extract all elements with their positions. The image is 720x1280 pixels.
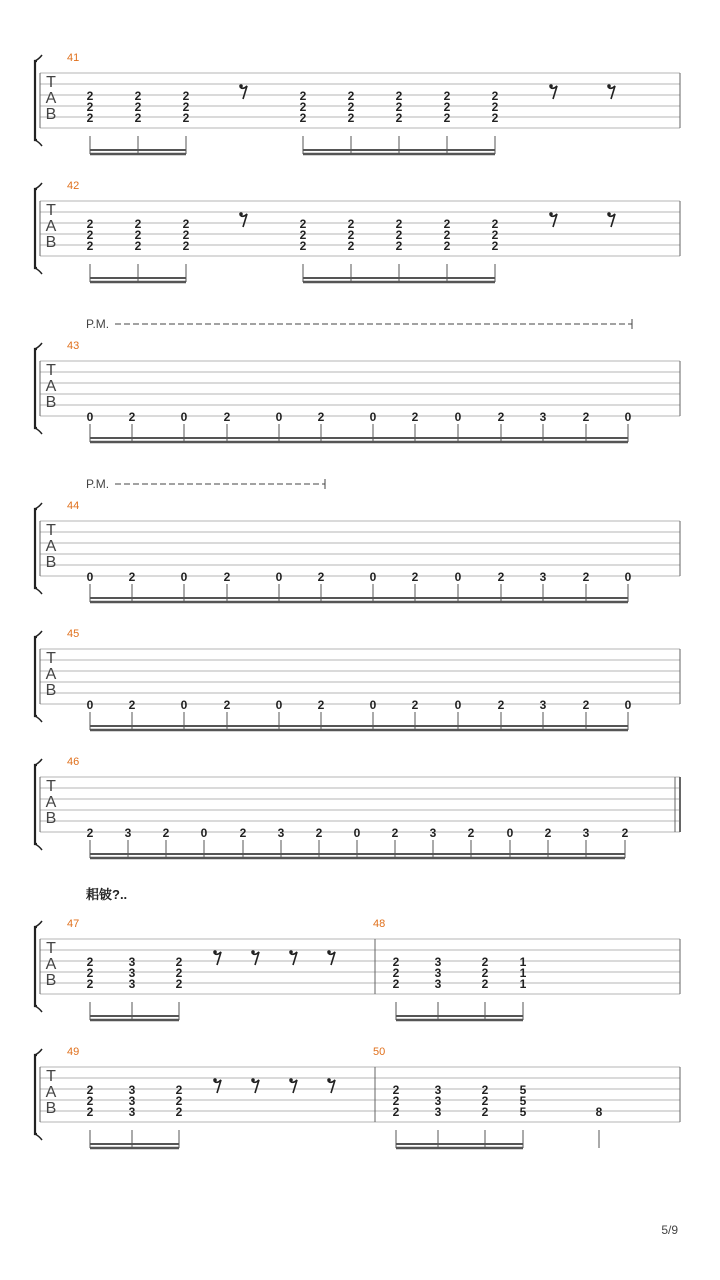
- eighth-rest-dot: [549, 84, 553, 88]
- fret-number: 3: [434, 966, 442, 980]
- measure-number: 43: [67, 340, 80, 352]
- fret-number: 2: [175, 955, 183, 969]
- fret-number: 2: [347, 217, 355, 231]
- page-number: 5/9: [661, 1223, 678, 1237]
- fret-number: 2: [491, 228, 499, 242]
- fret-number: 2: [299, 217, 307, 231]
- fret-number: 0: [86, 570, 94, 584]
- fret-number: 2: [347, 111, 355, 125]
- fret-number: 2: [347, 89, 355, 103]
- bracket-hook-top: [35, 1049, 42, 1055]
- bracket-hook-bottom: [35, 588, 42, 594]
- palm-mute-label: P.M.: [86, 317, 110, 331]
- fret-number: 2: [443, 100, 451, 114]
- fret-number: 3: [124, 826, 132, 840]
- eighth-rest: [608, 214, 615, 227]
- fret-number: 2: [223, 410, 231, 424]
- tab-clef-letter-t: T: [46, 940, 56, 957]
- fret-number: 2: [134, 100, 142, 114]
- fret-number: 2: [182, 239, 190, 253]
- eighth-rest-dot: [289, 1078, 293, 1082]
- system-bracket: [35, 509, 37, 588]
- fret-number: 2: [582, 570, 590, 584]
- fret-number: 0: [86, 410, 94, 424]
- fret-number: 2: [315, 826, 323, 840]
- fret-number: 2: [223, 698, 231, 712]
- eighth-rest-dot: [327, 1078, 331, 1082]
- tab-clef-letter-b: B: [45, 682, 57, 699]
- fret-number: 2: [86, 100, 94, 114]
- fret-number: 2: [134, 89, 142, 103]
- fret-number: 2: [395, 228, 403, 242]
- fret-number: 2: [544, 826, 552, 840]
- section-heading: 耜铍?..: [86, 887, 128, 902]
- measure-number: 42: [67, 180, 80, 192]
- tab-clef-letter-a: A: [45, 90, 57, 107]
- bracket-hook-bottom: [35, 1134, 42, 1140]
- tablature-systems: [35, 52, 680, 1148]
- fret-number: 5: [519, 1083, 527, 1097]
- eighth-rest: [214, 1080, 221, 1093]
- fret-number: 2: [239, 826, 247, 840]
- fret-number: 3: [128, 1105, 136, 1119]
- tab-clef-letter-b: B: [45, 106, 57, 123]
- bracket-hook-bottom: [35, 140, 42, 146]
- eighth-rest: [550, 86, 557, 99]
- fret-number: 2: [347, 228, 355, 242]
- fret-number: 2: [128, 570, 136, 584]
- tab-clef-letter-a: A: [45, 218, 57, 235]
- tab-clef-letter-t: T: [46, 778, 56, 795]
- fret-number: 0: [180, 410, 188, 424]
- eighth-rest-dot: [239, 212, 243, 216]
- fret-number: 2: [182, 111, 190, 125]
- fret-number: 2: [317, 410, 325, 424]
- fret-number: 2: [86, 217, 94, 231]
- eighth-rest-dot: [213, 950, 217, 954]
- fret-number: 3: [128, 1083, 136, 1097]
- fret-number: 2: [86, 1105, 94, 1119]
- fret-number: 0: [506, 826, 514, 840]
- tab-clef-letter-b: B: [45, 554, 57, 571]
- fret-number: 3: [128, 955, 136, 969]
- fret-number: 0: [369, 570, 377, 584]
- fret-number: 3: [434, 977, 442, 991]
- fret-number: 2: [134, 228, 142, 242]
- eighth-rest-dot: [289, 950, 293, 954]
- eighth-rest: [290, 952, 297, 965]
- fret-number: 2: [395, 239, 403, 253]
- fret-number: 1: [519, 977, 527, 991]
- fret-number: 0: [454, 570, 462, 584]
- fret-number: 2: [134, 217, 142, 231]
- fret-number: 2: [86, 89, 94, 103]
- bracket-hook-bottom: [35, 1006, 42, 1012]
- fret-number: 0: [624, 698, 632, 712]
- system-bracket: [35, 1055, 37, 1134]
- fret-number: 2: [317, 698, 325, 712]
- system-bracket: [35, 927, 37, 1006]
- fret-number: 2: [467, 826, 475, 840]
- eighth-rest: [240, 86, 247, 99]
- tab-clef-letter-b: B: [45, 972, 57, 989]
- tab-clef-letter-a: A: [45, 794, 57, 811]
- fret-number: 2: [299, 100, 307, 114]
- tab-system: [35, 628, 680, 730]
- fret-number: 0: [180, 570, 188, 584]
- fret-number: 2: [392, 966, 400, 980]
- fret-number: 2: [86, 826, 94, 840]
- fret-number: 2: [481, 1083, 489, 1097]
- fret-number: 2: [443, 217, 451, 231]
- fret-number: 2: [86, 111, 94, 125]
- fret-number: 2: [411, 698, 419, 712]
- fret-number: 2: [223, 570, 231, 584]
- fret-number: 3: [277, 826, 285, 840]
- fret-number: 2: [443, 228, 451, 242]
- fret-number: 2: [182, 217, 190, 231]
- fret-number: 2: [86, 1094, 94, 1108]
- eighth-rest: [214, 952, 221, 965]
- fret-number: 0: [454, 410, 462, 424]
- eighth-rest: [328, 952, 335, 965]
- eighth-rest-dot: [239, 84, 243, 88]
- fret-number: 2: [299, 239, 307, 253]
- eighth-rest: [252, 1080, 259, 1093]
- fret-number: 2: [395, 100, 403, 114]
- fret-number: 2: [491, 111, 499, 125]
- fret-number: 0: [624, 410, 632, 424]
- fret-number: 1: [519, 966, 527, 980]
- fret-number: 2: [411, 410, 419, 424]
- tab-clef-letter-t: T: [46, 1068, 56, 1085]
- tab-clef-letter-a: A: [45, 378, 57, 395]
- fret-number: 0: [624, 570, 632, 584]
- fret-number: 2: [395, 89, 403, 103]
- bracket-hook-top: [35, 921, 42, 927]
- fret-number: 2: [175, 1105, 183, 1119]
- fret-number: 0: [275, 570, 283, 584]
- fret-number: 2: [491, 239, 499, 253]
- fret-number: 2: [182, 228, 190, 242]
- fret-number: 2: [443, 111, 451, 125]
- fret-number: 0: [200, 826, 208, 840]
- tab-clef-letter-t: T: [46, 522, 56, 539]
- eighth-rest-dot: [607, 212, 611, 216]
- fret-number: 0: [353, 826, 361, 840]
- fret-number: 3: [429, 826, 437, 840]
- fret-number: 1: [519, 955, 527, 969]
- bracket-hook-bottom: [35, 716, 42, 722]
- fret-number: 5: [519, 1094, 527, 1108]
- fret-number: 2: [491, 89, 499, 103]
- fret-number: 3: [128, 966, 136, 980]
- fret-number: 2: [395, 217, 403, 231]
- bracket-hook-top: [35, 183, 42, 189]
- fret-number: 2: [299, 111, 307, 125]
- fret-number: 2: [86, 955, 94, 969]
- eighth-rest-dot: [327, 950, 331, 954]
- fret-number: 2: [497, 698, 505, 712]
- eighth-rest-dot: [213, 1078, 217, 1082]
- tab-clef-letter-b: B: [45, 810, 57, 827]
- fret-number: 2: [86, 1083, 94, 1097]
- fret-number: 3: [128, 977, 136, 991]
- fret-number: 2: [491, 100, 499, 114]
- fret-number: 2: [481, 1105, 489, 1119]
- fret-number: 5: [519, 1105, 527, 1119]
- fret-number: 2: [128, 698, 136, 712]
- fret-number: 2: [86, 977, 94, 991]
- system-bracket: [35, 349, 37, 428]
- fret-number: 2: [497, 570, 505, 584]
- fret-number: 2: [392, 1094, 400, 1108]
- fret-number: 2: [481, 966, 489, 980]
- measure-number: 44: [67, 500, 80, 512]
- eighth-rest: [290, 1080, 297, 1093]
- fret-number: 2: [443, 89, 451, 103]
- tab-clef-letter-t: T: [46, 74, 56, 91]
- eighth-rest-dot: [607, 84, 611, 88]
- fret-number: 2: [86, 228, 94, 242]
- fret-number: 2: [582, 698, 590, 712]
- tab-system: [35, 180, 680, 282]
- fret-number: 2: [392, 955, 400, 969]
- fret-number: 2: [134, 239, 142, 253]
- system-bracket: [35, 637, 37, 716]
- fret-number: 3: [434, 1105, 442, 1119]
- fret-number: 2: [395, 111, 403, 125]
- fret-number: 2: [128, 410, 136, 424]
- tab-clef-letter-a: A: [45, 538, 57, 555]
- fret-number: 2: [182, 100, 190, 114]
- tab-clef-letter-b: B: [45, 234, 57, 251]
- fret-number: 2: [175, 1083, 183, 1097]
- measure-number: 47: [67, 918, 80, 930]
- fret-number: 2: [391, 826, 399, 840]
- fret-number: 2: [443, 239, 451, 253]
- tab-system: [35, 887, 680, 1020]
- fret-number: 8: [595, 1105, 603, 1119]
- tab-clef-letter-a: A: [45, 666, 57, 683]
- measure-number: 50: [373, 1046, 386, 1058]
- bracket-hook-bottom: [35, 428, 42, 434]
- fret-number: 2: [347, 239, 355, 253]
- fret-number: 2: [392, 1083, 400, 1097]
- bracket-hook-top: [35, 55, 42, 61]
- fret-number: 0: [369, 410, 377, 424]
- measure-number: 49: [67, 1046, 80, 1058]
- fret-number: 2: [299, 89, 307, 103]
- system-bracket: [35, 765, 37, 844]
- fret-number: 2: [392, 977, 400, 991]
- tab-system: [35, 756, 680, 858]
- fret-number: 3: [128, 1094, 136, 1108]
- eighth-rest: [252, 952, 259, 965]
- tab-clef-letter-b: B: [45, 394, 57, 411]
- fret-number: 2: [347, 100, 355, 114]
- fret-number: 3: [539, 570, 547, 584]
- fret-number: 2: [86, 966, 94, 980]
- fret-number: 0: [86, 698, 94, 712]
- eighth-rest-dot: [251, 1078, 255, 1082]
- tab-clef-letter-t: T: [46, 202, 56, 219]
- fret-number: 2: [162, 826, 170, 840]
- measure-number: 41: [67, 52, 80, 64]
- fret-number: 2: [317, 570, 325, 584]
- fret-number: 2: [299, 228, 307, 242]
- tab-clef-letter-t: T: [46, 650, 56, 667]
- eighth-rest: [240, 214, 247, 227]
- fret-number: 0: [180, 698, 188, 712]
- fret-number: 2: [481, 955, 489, 969]
- palm-mute-label: P.M.: [86, 477, 110, 491]
- fret-number: 2: [175, 966, 183, 980]
- fret-number: 2: [491, 217, 499, 231]
- fret-number: 2: [582, 410, 590, 424]
- tab-system: [35, 477, 680, 602]
- tab-clef-letter-a: A: [45, 956, 57, 973]
- tab-system: [35, 1046, 680, 1148]
- bracket-hook-bottom: [35, 268, 42, 274]
- eighth-rest: [550, 214, 557, 227]
- fret-number: 3: [582, 826, 590, 840]
- tab-system: [35, 317, 680, 442]
- tab-clef-letter-t: T: [46, 362, 56, 379]
- fret-number: 3: [434, 1083, 442, 1097]
- measure-number: 45: [67, 628, 80, 640]
- fret-number: 2: [411, 570, 419, 584]
- tab-clef-letter-b: B: [45, 1100, 57, 1117]
- fret-number: 2: [481, 1094, 489, 1108]
- fret-number: 0: [275, 410, 283, 424]
- fret-number: 2: [182, 89, 190, 103]
- fret-number: 3: [539, 698, 547, 712]
- eighth-rest: [328, 1080, 335, 1093]
- fret-number: 0: [454, 698, 462, 712]
- fret-number: 3: [434, 1094, 442, 1108]
- bracket-hook-top: [35, 343, 42, 349]
- fret-number: 2: [621, 826, 629, 840]
- bracket-hook-top: [35, 631, 42, 637]
- fret-number: 0: [275, 698, 283, 712]
- fret-number: 2: [497, 410, 505, 424]
- fret-number: 3: [539, 410, 547, 424]
- fret-number: 2: [481, 977, 489, 991]
- measure-number: 48: [373, 918, 386, 930]
- bracket-hook-top: [35, 759, 42, 765]
- measure-number: 46: [67, 756, 80, 768]
- fret-number: 3: [434, 955, 442, 969]
- eighth-rest-dot: [251, 950, 255, 954]
- system-bracket: [35, 61, 37, 140]
- fret-number: 2: [134, 111, 142, 125]
- bracket-hook-top: [35, 503, 42, 509]
- system-bracket: [35, 189, 37, 268]
- tab-system: [35, 52, 680, 154]
- eighth-rest: [608, 86, 615, 99]
- fret-number: 2: [175, 977, 183, 991]
- fret-number: 2: [392, 1105, 400, 1119]
- tab-clef-letter-a: A: [45, 1084, 57, 1101]
- fret-number: 0: [369, 698, 377, 712]
- fret-number: 2: [86, 239, 94, 253]
- fret-number: 2: [175, 1094, 183, 1108]
- bracket-hook-bottom: [35, 844, 42, 850]
- eighth-rest-dot: [549, 212, 553, 216]
